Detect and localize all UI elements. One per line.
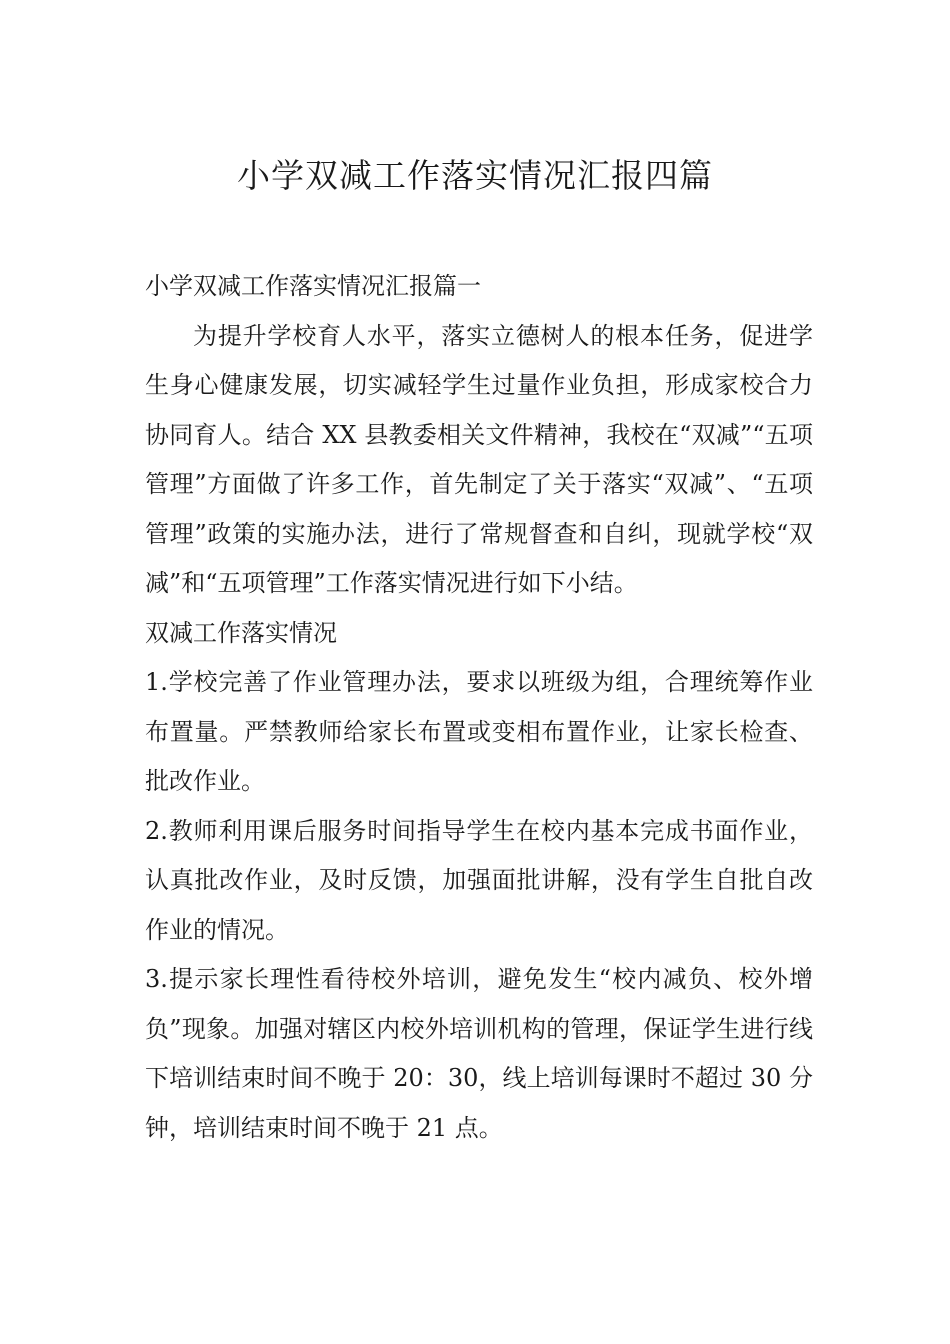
list-item-1: 1.学校完善了作业管理办法，要求以班级为组，合理统筹作业布置量。严禁教师给家长布置或变相布置作业，让家长检查、批改作业。 (145, 668, 813, 795)
list-item-2: 2.教师利用课后服务时间指导学生在校内基本完成书面作业，认真批改作业，及时反馈，加强面批讲解，没有学生自批自改作业的情况。 (145, 816, 813, 944)
section-heading: 小学双减工作落实情况汇报篇一 (145, 272, 481, 300)
intro-paragraph: 为提升学校育人水平，落实立德树人的根本任务，促进学生身心健康发展，切实减轻学生过量作业负担，形成家校合力协同育人。结合 XX 县教委相关文件精神，我校在“双减”“五项管理”方面做了许多工作，首先制定了关于落实“双减”、“五项管理”政策的实施办法，进行了常规督查和自纠，现就学校“双减”和“五项管理”工作落实情况进行如下小结。 (145, 321, 813, 597)
document-body (145, 262, 813, 1153)
document-title: 小学双减工作落实情况汇报四篇 (237, 156, 713, 195)
subheading: 双减工作落实情况 (145, 618, 337, 647)
list-item-3: 3.提示家长理性看待校外培训，避免发生“校内减负、校外增负”现象。加强对辖区内校外培训机构的管理，保证学生进行线下培训结束时间不晚于 20：30，线上培训每课时不超过 30 分钟，培训结束时间不晚于 21 点。 (145, 965, 813, 1142)
